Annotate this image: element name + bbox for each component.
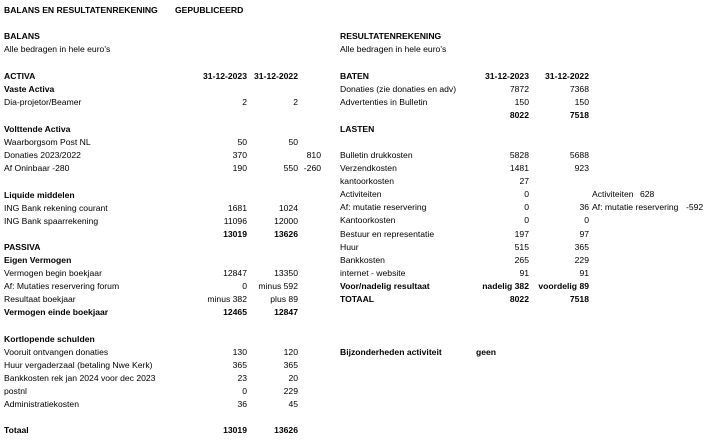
value-2023: 1481 [509,163,529,173]
value-2022: 20 [288,373,298,383]
row-label: Vermogen begin boekjaar [4,268,102,278]
kortlopende-schulden-heading: Kortlopende schulden [4,334,95,344]
value-2022: 97 [579,229,589,239]
balans-col-2022-header: 31-12-2022 [254,71,298,81]
row-label: Activiteiten [340,189,382,199]
value-2022: 0 [584,215,589,225]
value-2022: 229 [283,386,298,396]
value-2022: 12000 [274,216,298,226]
row-label: Administratiekosten [4,399,79,409]
value-2023: 23 [237,373,247,383]
baten-total-2022: 7518 [569,110,589,120]
value-2023: 515 [514,242,529,252]
row-label: Af: Mutaties reservering forum [4,281,120,291]
value-2023: 12847 [223,268,247,278]
row-label: ING Bank rekening courant [4,203,108,213]
note-mutatie-label: Af: mutatie reservering [592,202,679,212]
row-label: Advertenties in Bulletin [340,97,428,107]
row-label: TOTAAL [340,294,375,304]
lasten-heading: LASTEN [340,124,375,134]
row-label: Bestuur en representatie [340,229,435,239]
resultaat-col-2023-header: 31-12-2023 [485,71,529,81]
value-2022: 365 [283,360,298,370]
value-2022: 12847 [274,307,298,317]
baten-total-2023: 8022 [509,110,529,120]
status-label: GEPUBLICEERD [175,5,244,15]
balans-col-2023-header: 31-12-2023 [203,71,247,81]
value-2022: minus 592 [258,281,298,291]
activa-total-2022: 13626 [274,229,298,239]
row-label: Huur [340,242,359,252]
baten-heading: BATEN [340,71,369,81]
row-label: Vooruit ontvangen donaties [4,347,109,357]
value-2022: 923 [574,163,589,173]
liquide-middelen-heading: Liquide middelen [4,190,75,200]
row-label: Vermogen einde boekjaar [4,307,109,317]
value-2023: 0 [524,202,529,212]
value-2022: plus 89 [270,294,298,304]
value-2023: 190 [232,163,247,173]
value-2023: 265 [514,255,529,265]
value-2022: 365 [574,242,589,252]
note-mutatie-value: -592 [686,202,704,212]
value-2022: 45 [288,399,298,409]
value-2022: 550 [283,163,298,173]
value-2023: 150 [514,97,529,107]
row-label: Dia-projetor/Beamer [4,97,82,107]
note-activiteiten-value: 628 [640,189,655,199]
vlottende-activa-heading: Volttende Activa [4,124,71,134]
row-label: Voor/nadelig resultaat [340,281,430,291]
value-2023: 130 [232,347,247,357]
bijzonderheden-label: Bijzonderheden activiteit [340,347,442,357]
value-2022: voordelig 89 [538,281,589,291]
value-2022: 150 [574,97,589,107]
row-label: internet - website [340,268,406,278]
row-label: Verzendkosten [340,163,397,173]
value-2023: 50 [237,137,247,147]
row-label: Bankkosten rek jan 2024 voor dec 2023 [4,373,156,383]
value-2023: 13019 [223,425,247,435]
value-2022: 5688 [569,150,589,160]
value-2023: 0 [242,386,247,396]
row-label: Bulletin drukkosten [340,150,413,160]
row-label: Resultaat boekjaar [4,294,76,304]
sheet-title: BALANS EN RESULTATENREKENING [4,5,158,15]
row-label: Donaties (zie donaties en adv) [340,84,457,94]
value-2022: 91 [579,268,589,278]
eigen-vermogen-heading: Eigen Vermogen [4,255,72,265]
value-2023: 197 [514,229,529,239]
value-2023: 91 [519,268,529,278]
bijzonderheden-value: geen [476,347,497,357]
row-label: Af Oninbaar -280 [4,163,70,173]
row-label: Totaal [4,425,29,435]
resultaat-subtitle: Alle bedragen in hele euro's [340,44,447,54]
value-2022: 229 [574,255,589,265]
value-2022: 1024 [278,203,298,213]
value-2023: 0 [524,189,529,199]
resultaat-title: RESULTATENREKENING [340,31,442,41]
extra-value: -260 [303,163,321,173]
vaste-activa-heading: Vaste Activa [4,84,55,94]
activa-heading: ACTIVA [4,71,36,81]
value-2023: 0 [242,281,247,291]
value-2023: 11096 [223,216,247,226]
value-2023: 8022 [509,294,529,304]
row-label: Bankkosten [340,255,385,265]
value-2022: 7368 [569,84,589,94]
value-2023: 12465 [223,307,247,317]
row-label: Huur vergaderzaal (betaling Nwe Kerk) [4,360,153,370]
value-2023: nadelig 382 [482,281,529,291]
value-2022: 50 [288,137,298,147]
value-2022: 7518 [569,294,589,304]
balans-subtitle: Alle bedragen in hele euro's [4,44,111,54]
extra-value: 810 [306,150,321,160]
row-label: Kantoorkosten [340,215,396,225]
value-2022: 36 [579,202,589,212]
value-2023: 7872 [509,84,529,94]
value-2022: 120 [283,347,298,357]
row-label: Waarborgsom Post NL [4,137,91,147]
value-2023: 0 [524,215,529,225]
value-2023: 2 [242,97,247,107]
passiva-heading: PASSIVA [4,242,41,252]
activa-total-2023: 13019 [223,229,247,239]
value-2023: 5828 [509,150,529,160]
value-2022: 13626 [274,425,298,435]
row-label: ING Bank spaarrekening [4,216,99,226]
balans-title: BALANS [4,31,40,41]
note-activiteiten-label: Activiteiten [592,189,634,199]
value-2023: 1681 [227,203,247,213]
row-label: Donaties 2023/2022 [4,150,81,160]
value-2023: 370 [232,150,247,160]
value-2022: 2 [293,97,298,107]
value-2023: 27 [519,176,529,186]
value-2023: 365 [232,360,247,370]
value-2023: 36 [237,399,247,409]
row-label: Af: mutatie reservering [340,202,427,212]
row-label: kantoorkosten [340,176,394,186]
value-2023: minus 382 [207,294,247,304]
resultaat-col-2022-header: 31-12-2022 [545,71,589,81]
value-2022: 13350 [274,268,298,278]
row-label: postnl [4,386,27,396]
